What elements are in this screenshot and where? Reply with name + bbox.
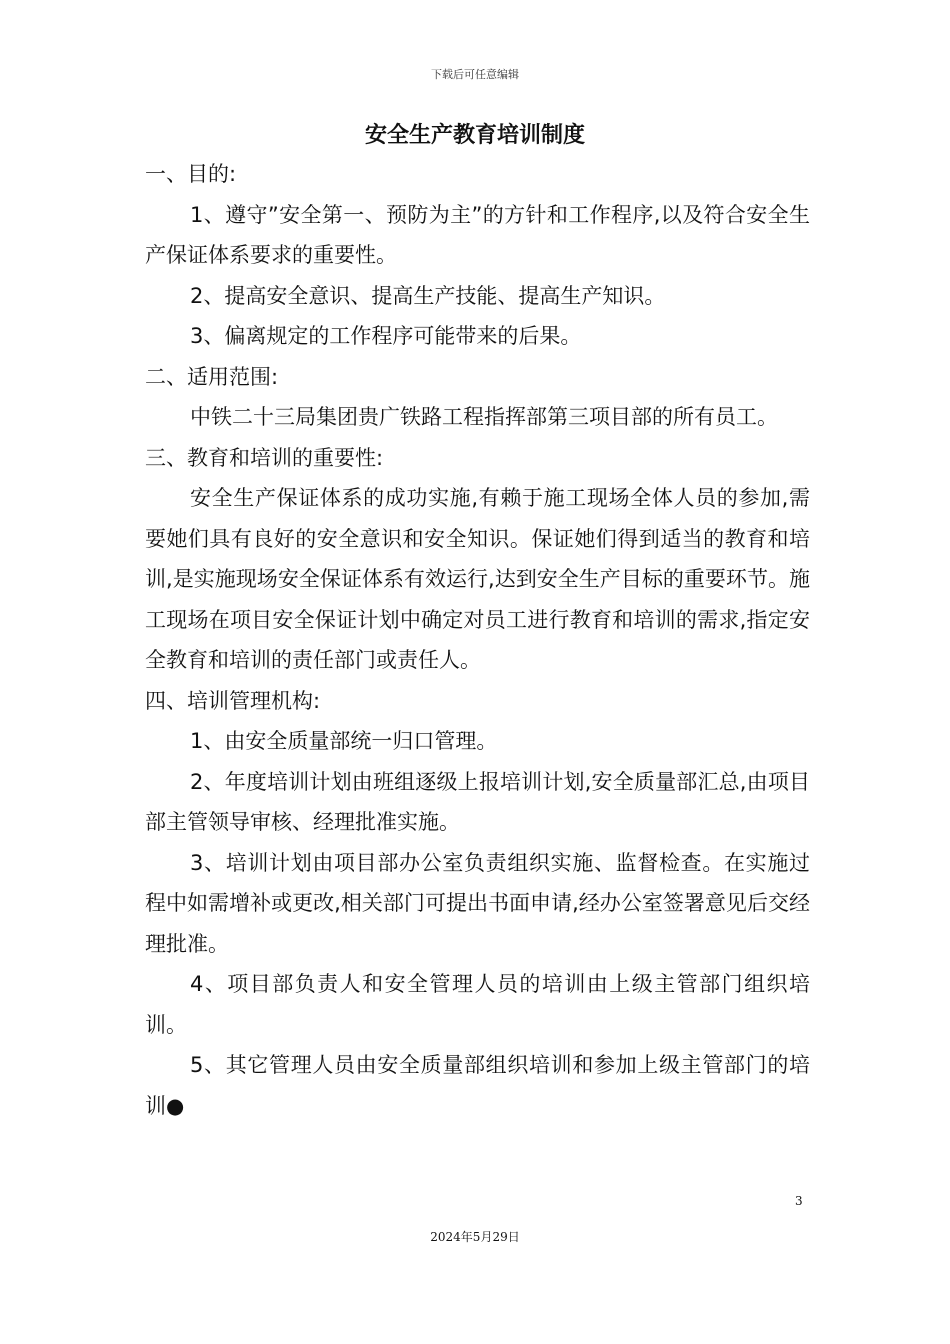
- importance-paragraph: 安全生产保证体系的成功实施,有赖于施工现场全体人员的参加,需要她们具有良好的安全意识和安全知识。保证她们得到适当的教育和培训,是实施现场安全保证体系有效运行,达到安全生产目标的重要环节。施工现场在项目安全保证计划中确定对员工进行教育和培训的需求,指定安全教育和培训的责任部门或责任人。: [145, 486, 810, 672]
- scope-paragraph: 中铁二十三局集团贵广铁路工程指挥部第三项目部的所有员工。: [190, 405, 778, 429]
- section-heading-management: 四、培训管理机构:: [145, 688, 321, 713]
- management-item-4: 4、项目部负责人和安全管理人员的培训由上级主管部门组织培训。: [145, 972, 810, 1037]
- document-body: [145, 154, 810, 1126]
- section-heading-importance: 三、教育和培训的重要性:: [145, 445, 384, 470]
- footer-date: 2024年5月29日: [430, 1230, 520, 1244]
- section-heading-purpose: 一、目的:: [145, 162, 237, 186]
- management-item-2: 2、年度培训计划由班组逐级上报培训计划,安全质量部汇总,由项目部主管领导审核、经理批准实施。: [145, 769, 810, 834]
- section-heading-scope: 二、适用范围:: [145, 364, 279, 389]
- purpose-item-3: 3、偏离规定的工作程序可能带来的后果。: [190, 324, 582, 348]
- page-number: 3: [795, 1194, 803, 1208]
- page-header-note: 下载后可任意编辑: [431, 68, 519, 81]
- management-item-5: 5、其它管理人员由安全质量部组织培训和参加上级主管部门的培训●: [145, 1053, 810, 1118]
- management-item-1: 1、由安全质量部统一归口管理。: [190, 729, 498, 753]
- management-item-3: 3、培训计划由项目部办公室负责组织实施、监督检查。在实施过程中如需增补或更改,相关部门可提出书面申请,经办公室签署意见后交经理批准。: [145, 850, 810, 956]
- document-title: 安全生产教育培训制度: [364, 123, 585, 148]
- purpose-item-1: 1、遵守”安全第一、预防为主”的方针和工作程序,以及符合安全生产保证体系要求的重要性。: [145, 202, 810, 267]
- purpose-item-2: 2、提高安全意识、提高生产技能、提高生产知识。: [190, 283, 666, 308]
